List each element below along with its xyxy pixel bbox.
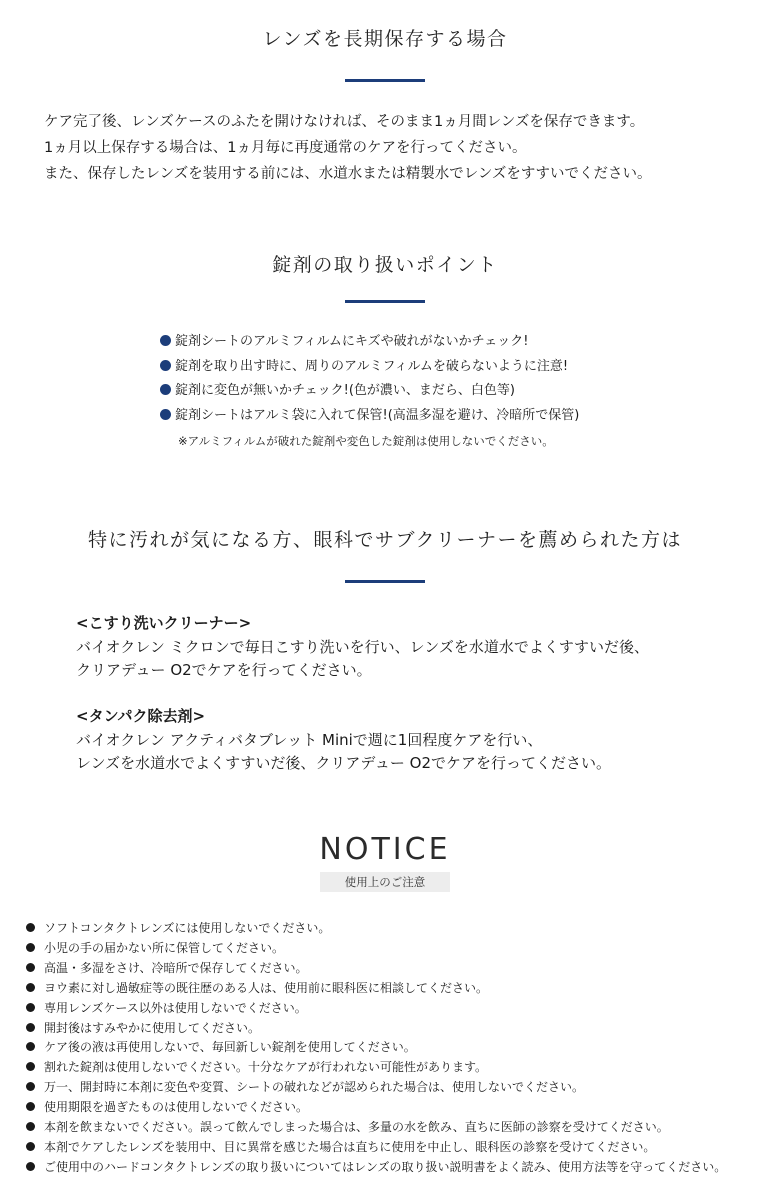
bullet-dot-icon — [26, 1142, 35, 1151]
tablet-title: 錠剤の取り扱いポイント — [272, 254, 498, 276]
bullet-dot-icon — [160, 335, 171, 346]
storage-line: 1ヵ月以上保存する場合は、1ヵ月毎に再度通常のケアを行ってください。 — [44, 140, 527, 156]
protein-remover-text: バイオクレン アクティバタブレット Miniで週に1回程度ケアを行い、 レンズを水道水でよくすすいだ後、クリアデュー O2でケアを行ってください。 — [76, 731, 611, 772]
notice-item: 開封後はすみやかに使用してください。 — [26, 1019, 726, 1039]
tablet-note: ※アルミフィルムが破れた錠剤や変色した錠剤は使用しないでください。 — [178, 434, 554, 448]
notice-list — [26, 919, 726, 1178]
notice-item: 小児の手の届かない所に保管してください。 — [26, 939, 726, 959]
notice-item: ソフトコンタクトレンズには使用しないでください。 — [26, 919, 726, 939]
bullet-dot-icon — [26, 1122, 35, 1131]
bullet-dot-icon — [160, 360, 171, 371]
notice-item: 高温・多湿をさけ、冷暗所で保存してください。 — [26, 959, 726, 979]
tablet-title-rule — [345, 300, 425, 303]
bullet-dot-icon — [26, 943, 35, 952]
bullet-dot-icon — [26, 1162, 35, 1171]
storage-line: また、保存したレンズを装用する前には、水道水または精製水でレンズをすすいでください。 — [44, 166, 652, 182]
notice-item: 本剤でケアしたレンズを装用中、目に異常を感じた場合は直ちに使用を中止し、眼科医の診察を受けてください。 — [26, 1138, 726, 1158]
scrub-cleaner-text: バイオクレン ミクロンで毎日こすり洗いを行い、レンズを水道水でよくすすいだ後、 クリアデュー O2でケアを行ってください。 — [76, 638, 649, 679]
protein-remover-heading: <タンパク除去剤> — [76, 707, 206, 725]
notice-item: 専用レンズケース以外は使用しないでください。 — [26, 999, 726, 1019]
bullet-dot-icon — [26, 1023, 35, 1032]
tablet-bullet: 錠剤シートはアルミ袋に入れて保管!(高温多湿を避け、冷暗所で保管) — [160, 407, 579, 424]
storage-title-rule — [345, 79, 425, 82]
storage-line: ケア完了後、レンズケースのふたを開けなければ、そのまま1ヵ月間レンズを保存できます。 — [44, 114, 645, 130]
bullet-dot-icon — [26, 1003, 35, 1012]
bullet-dot-icon — [26, 963, 35, 972]
bullet-dot-icon — [160, 384, 171, 395]
notice-item: ヨウ素に対し過敏症等の既往歴のある人は、使用前に眼科医に相談してください。 — [26, 979, 726, 999]
notice-item: 万一、開封時に本剤に変色や変質、シートの破れなどが認められた場合は、使用しないでください。 — [26, 1078, 726, 1098]
bullet-dot-icon — [26, 1062, 35, 1071]
notice-title: NOTICE — [319, 832, 451, 867]
notice-item: ケア後の液は再使用しないで、毎回新しい錠剤を使用してください。 — [26, 1038, 726, 1058]
sub-cleaner-title: 特に汚れが気になる方、眼科でサブクリーナーを薦められた方は — [88, 529, 682, 551]
tablet-bullet: 錠剤に変色が無いかチェック!(色が濃い、まだら、白色等) — [160, 382, 515, 399]
notice-subtitle: 使用上のご注意 — [320, 872, 450, 892]
tablet-bullet: 錠剤を取り出す時に、周りのアルミフィルムを破らないように注意! — [160, 358, 568, 375]
notice-item: ご使用中のハードコンタクトレンズの取り扱いについてはレンズの取り扱い説明書をよく読み、使用方法等を守ってください。 — [26, 1158, 726, 1178]
scrub-cleaner-heading: <こすり洗いクリーナー> — [76, 614, 252, 632]
bullet-dot-icon — [26, 1102, 35, 1111]
sub-cleaner-title-rule — [345, 580, 425, 583]
bullet-dot-icon — [160, 409, 171, 420]
storage-text — [44, 109, 652, 187]
bullet-dot-icon — [26, 1082, 35, 1091]
bullet-dot-icon — [26, 923, 35, 932]
notice-item: 使用期限を過ぎたものは使用しないでください。 — [26, 1098, 726, 1118]
notice-item: 割れた錠剤は使用しないでください。十分なケアが行われない可能性があります。 — [26, 1058, 726, 1078]
bullet-dot-icon — [26, 983, 35, 992]
notice-item: 本剤を飲まないでください。誤って飲んでしまった場合は、多量の水を飲み、直ちに医師の診察を受けてください。 — [26, 1118, 726, 1138]
storage-title: レンズを長期保存する場合 — [262, 28, 508, 50]
bullet-dot-icon — [26, 1042, 35, 1051]
tablet-bullet: 錠剤シートのアルミフィルムにキズや破れがないかチェック! — [160, 333, 528, 350]
